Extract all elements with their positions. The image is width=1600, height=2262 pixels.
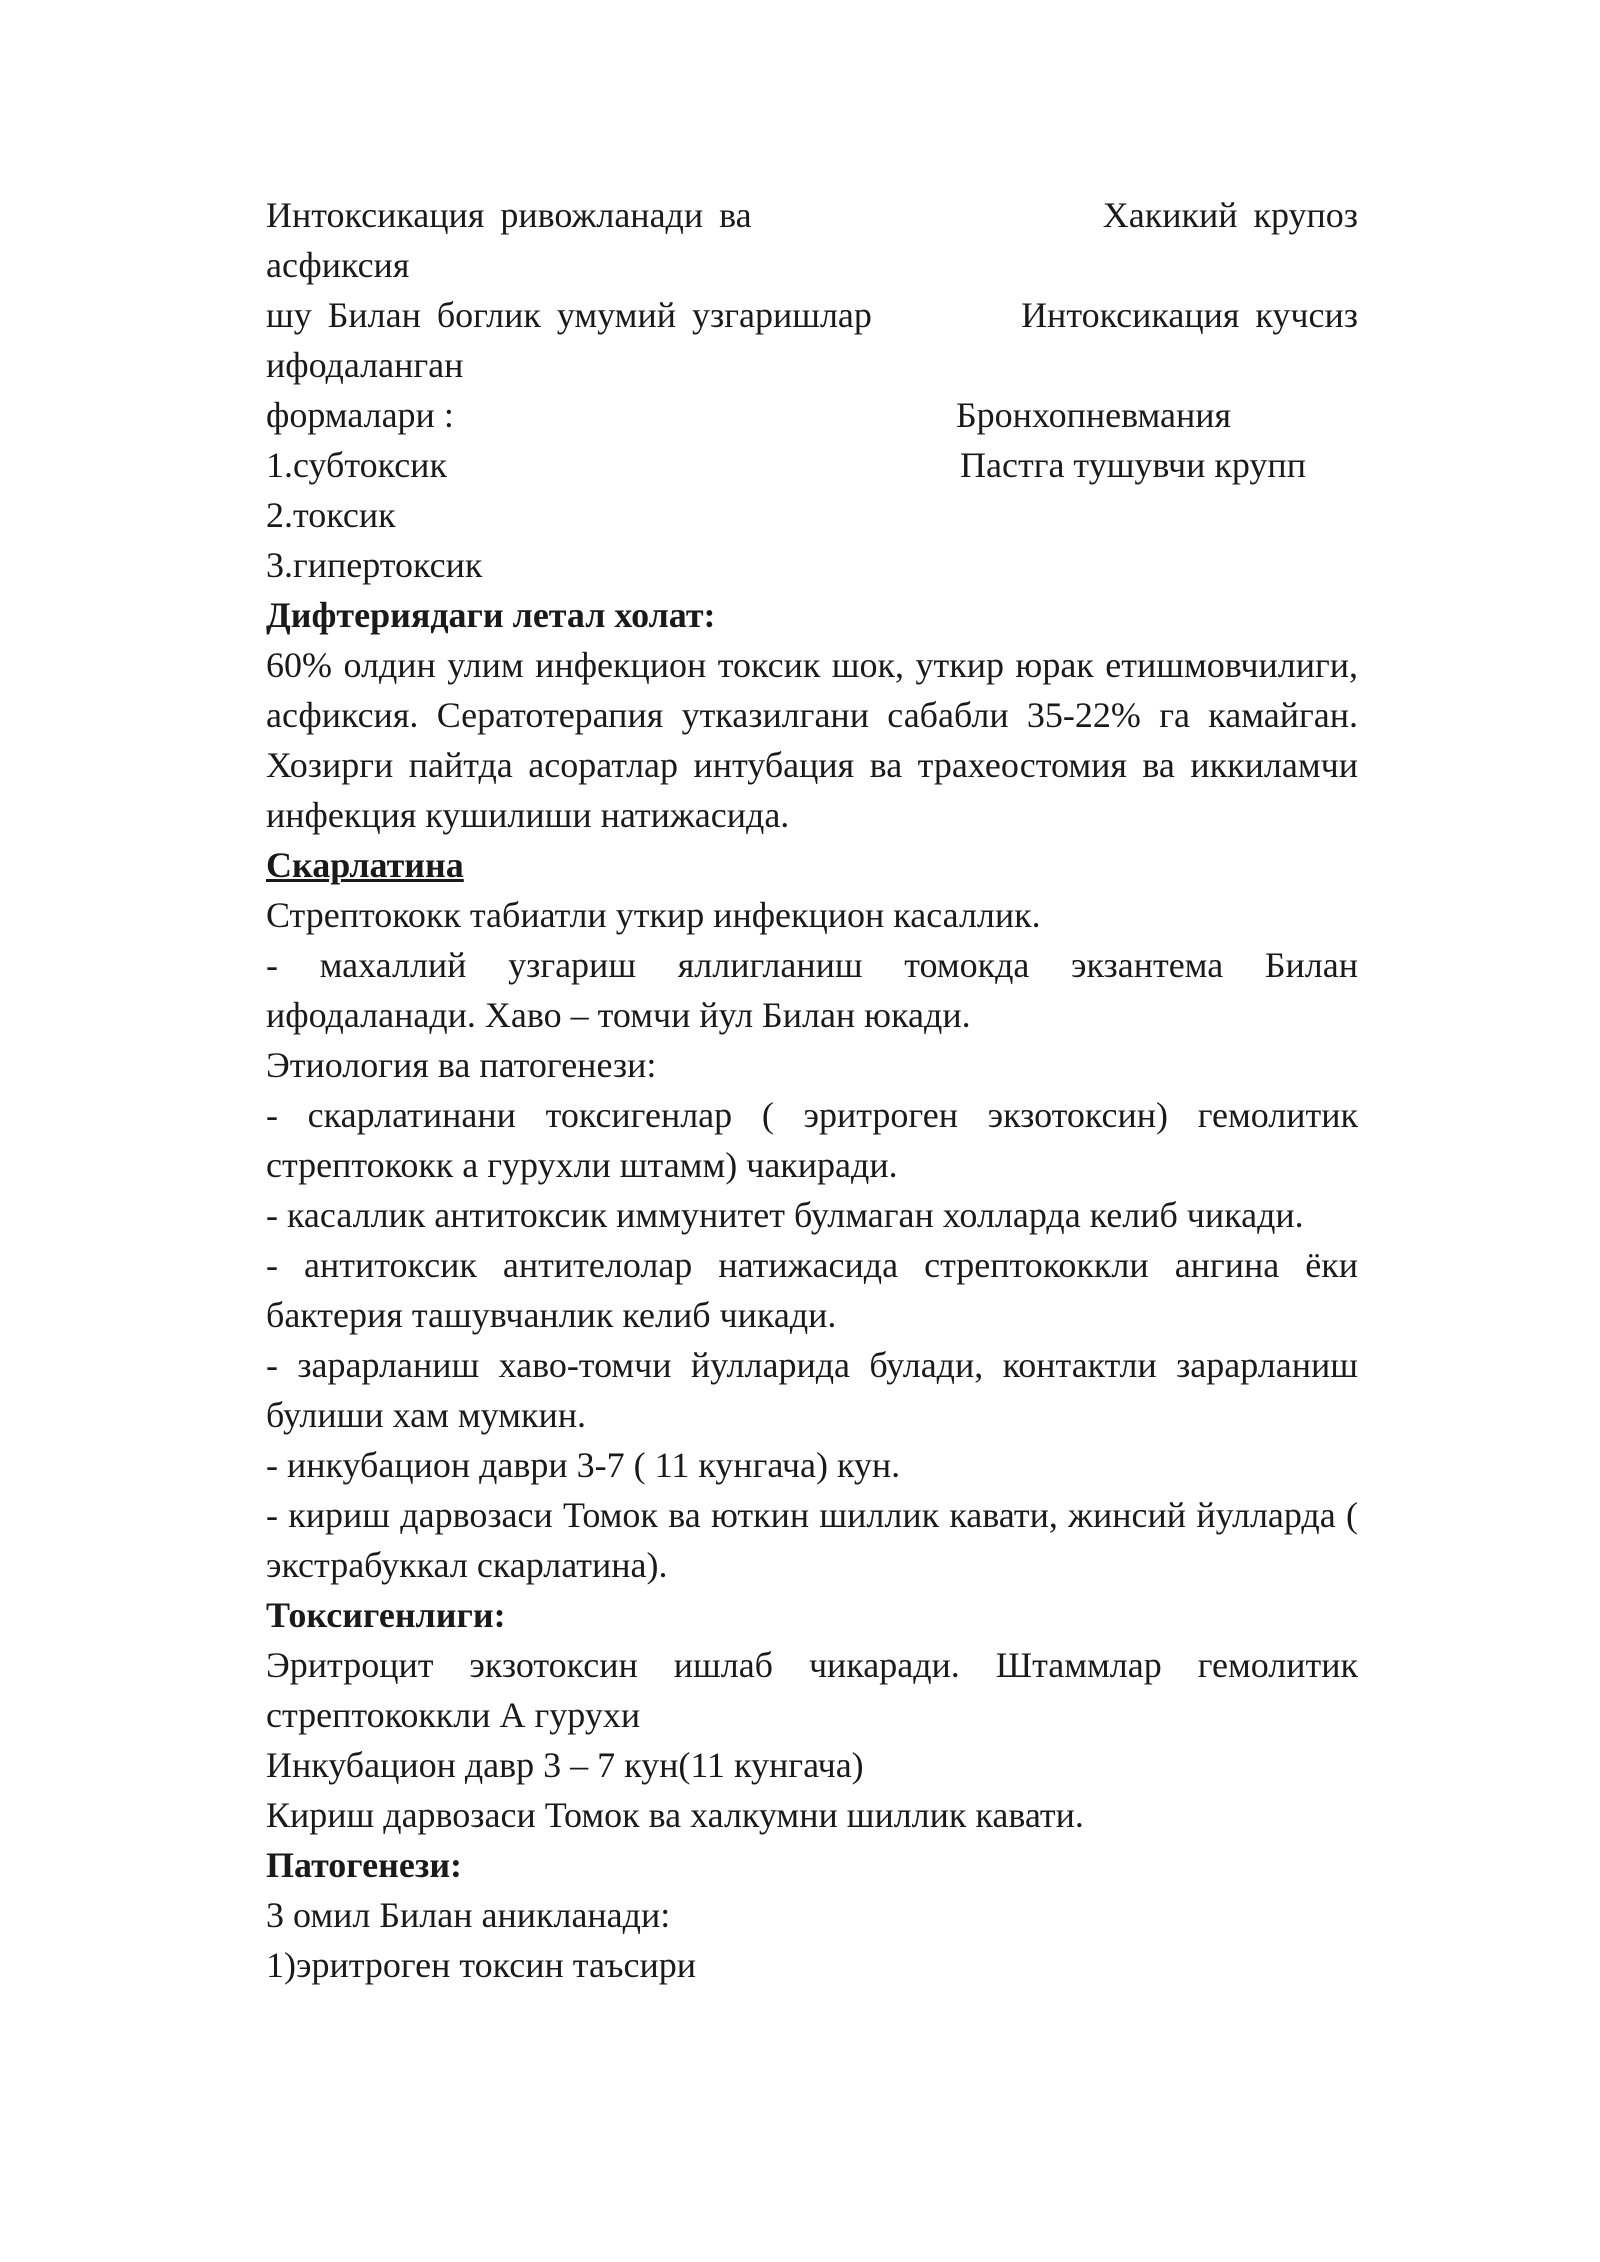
paragraph: 1)эритроген токсин таъсири (266, 1945, 697, 1985)
paragraph: Стрептококк табиатли уткир инфекцион касаллик. (266, 895, 1041, 935)
paragraph: 3 омил Билан аникланади: (266, 1895, 671, 1935)
paragraph: - кириш дарвозаси Томок ва юткин шиллик кавати, жинсий йулларда ( экстрабуккал скарлатина). (266, 1495, 1358, 1585)
left-cell: 3.гипертоксик (266, 545, 483, 585)
paragraph: 60% олдин улим инфекцион токсик шок, уткир юрак етишмовчилиги, асфиксия. Сератотерапия утказилгани сабабли 35-22% га камайган. Хозирги пайтда асоратлар интубация ва трахеостомия ва иккиламчи инфекция кушилиши натижасида. (266, 645, 1358, 835)
section-heading: Патогенези: (266, 1845, 463, 1885)
two-column-row (266, 440, 1358, 490)
section-heading: Дифтериядаги летал холат: (266, 595, 716, 635)
left-cell: формалари : (266, 395, 454, 435)
section-heading: Скарлатина (266, 845, 464, 885)
right-cell: Пастга тушувчи крупп (960, 445, 1306, 485)
document-text (266, 190, 1358, 1990)
paragraph: Кириш дарвозаси Томок ва халкумни шиллик кавати. (266, 1795, 1084, 1835)
left-cell: Интоксикация ривожланади ва (266, 195, 752, 235)
two-column-row (266, 540, 1358, 590)
paragraph: - зарарланиш хаво-томчи йулларида булади, контактли зарарланиш булиши хам мумкин. (266, 1345, 1358, 1435)
left-cell: шу Билан боглик умумий узгаришлар (266, 295, 872, 335)
right-cell: Бронхопневмания (956, 395, 1232, 435)
paragraph: Эритроцит экзотоксин ишлаб чикаради. Штаммлар гемолитик стрептококкли А гурухи (266, 1645, 1358, 1735)
left-cell: асфиксия (266, 245, 410, 285)
two-column-row (266, 290, 1358, 340)
paragraph: Этиология ва патогенези: (266, 1045, 657, 1085)
paragraph: Инкубацион давр 3 – 7 кун(11 кунгача) (266, 1745, 864, 1785)
left-cell: ифодаланган (266, 345, 464, 385)
two-column-row (266, 340, 1358, 390)
left-cell: 1.субтоксик (266, 445, 447, 485)
paragraph: - махаллий узгариш яллигланиш томокда экзантема Билан ифодаланади. Хаво – томчи йул Билан юкади. (266, 945, 1358, 1035)
two-column-row (266, 390, 1358, 440)
right-cell: Интоксикация кучсиз (1021, 295, 1358, 335)
paragraph: - инкубацион даври 3-7 ( 11 кунгача) кун. (266, 1445, 901, 1485)
paragraph: - скарлатинани токсигенлар ( эритроген экзотоксин) гемолитик стрептококк а гурухли штамм) чакиради. (266, 1095, 1358, 1185)
right-cell: Хакикий крупоз (1102, 195, 1358, 235)
two-column-row (266, 240, 1358, 290)
paragraph: - касаллик антитоксик иммунитет булмаган холларда келиб чикади. (266, 1195, 1304, 1235)
paragraph: - антитоксик антителолар натижасида стрептококкли ангина ёки бактерия ташувчанлик келиб чикади. (266, 1245, 1358, 1335)
section-heading: Токсигенлиги: (266, 1595, 506, 1635)
two-column-row (266, 190, 1358, 240)
left-cell: 2.токсик (266, 495, 396, 535)
two-column-row (266, 490, 1358, 540)
